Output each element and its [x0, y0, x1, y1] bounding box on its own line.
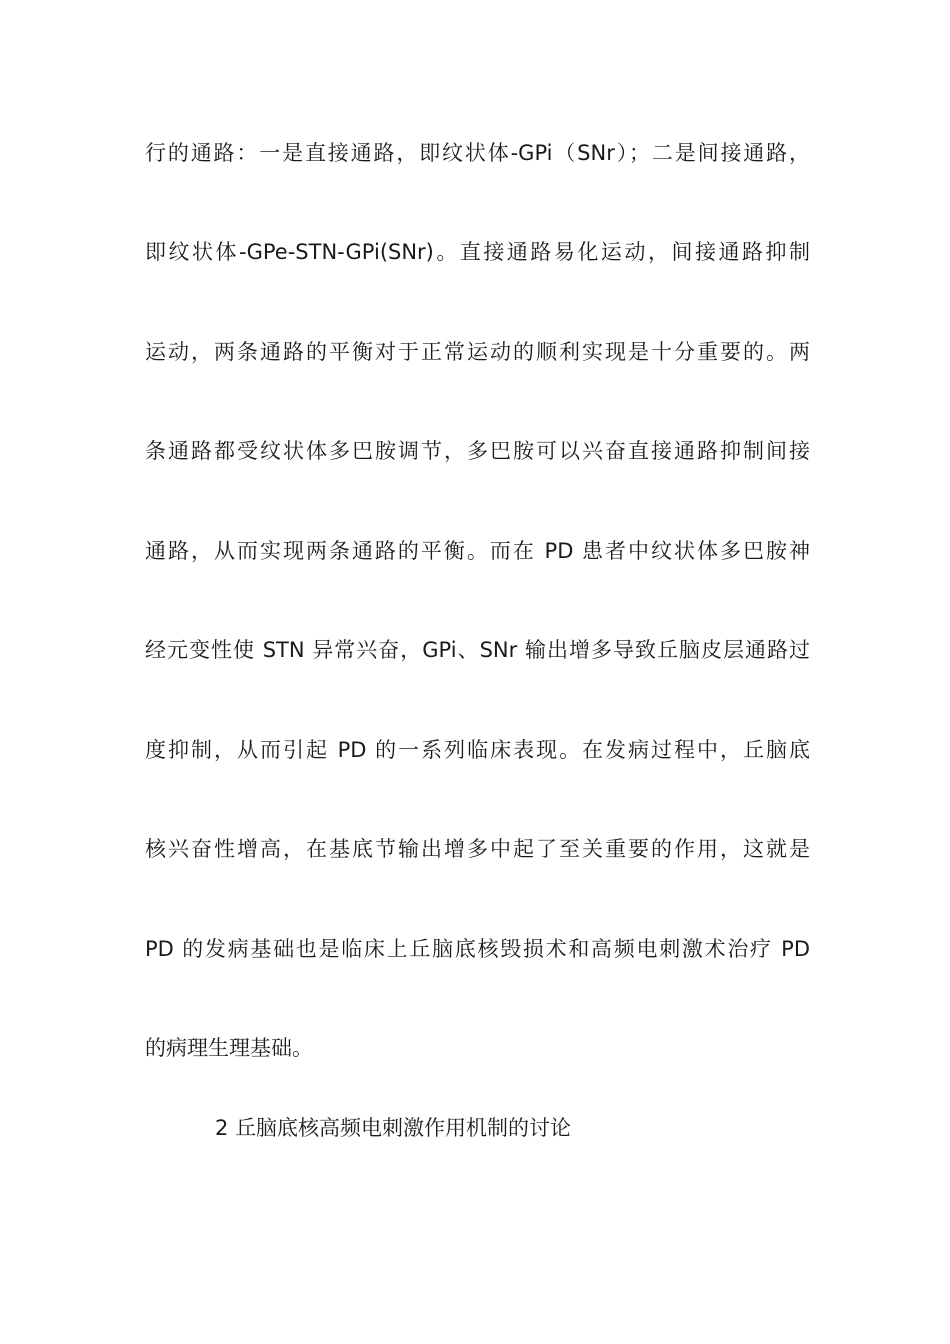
paragraph-line-8: 核兴奋性增高，在基底节输出增多中起了至关重要的作用，这就是 — [145, 837, 810, 861]
section-heading: 2 丘脑底核高频电刺激作用机制的讨论 — [215, 1116, 572, 1140]
paragraph-line-9: PD 的发病基础也是临床上丘脑底核毁损术和高频电刺激术治疗 PD — [145, 937, 810, 961]
paragraph-line-7: 度抑制，从而引起 PD 的一系列临床表现。在发病过程中，丘脑底 — [145, 738, 810, 762]
paragraph-line-2: 即纹状体-GPe-STN-GPi(SNr)。直接通路易化运动，间接通路抑制 — [145, 240, 810, 264]
paragraph-line-1: 行的通路：一是直接通路，即纹状体-GPi（SNr）；二是间接通路， — [145, 141, 810, 165]
paragraph-line-6: 经元变性使 STN 异常兴奋，GPi、SNr 输出增多导致丘脑皮层通路过 — [145, 638, 810, 662]
paragraph-line-10: 的病理生理基础。 — [145, 1036, 313, 1060]
paragraph-line-3: 运动，两条通路的平衡对于正常运动的顺利实现是十分重要的。两 — [145, 340, 810, 364]
paragraph-line-5: 通路，从而实现两条通路的平衡。而在 PD 患者中纹状体多巴胺神 — [145, 539, 810, 563]
paragraph-line-4: 条通路都受纹状体多巴胺调节，多巴胺可以兴奋直接通路抑制间接 — [145, 439, 810, 463]
